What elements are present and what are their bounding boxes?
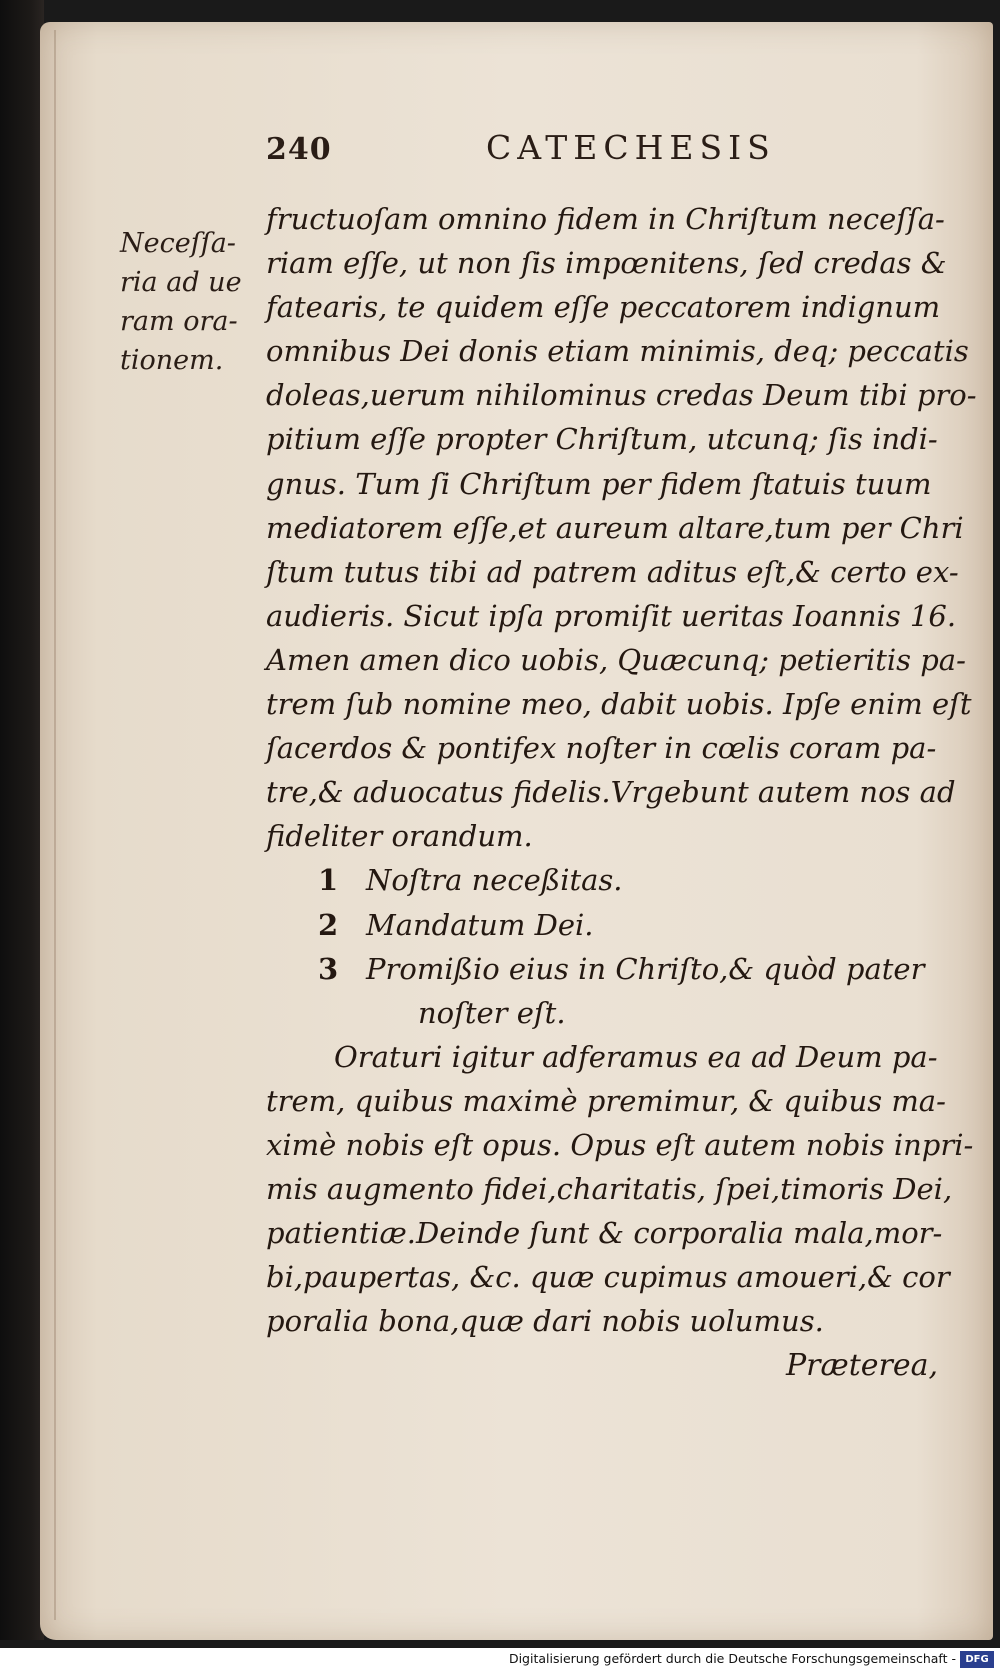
text-line: trem, quibus maximè premimur, & quibus ma- [266,1083,946,1118]
catchword: Præterea, [786,1348,939,1383]
footer-credit: Digitalisierung gefördert durch die Deutsche Forschungsgemeinschaft - [508,1651,956,1666]
digitization-footer [0,1648,1000,1672]
enumeration-number: 2 [318,907,339,942]
margin-note-line: Neceſſa- [120,228,236,259]
enumeration-item [266,858,956,902]
text-line: poralia bona,quæ dari nobis uolumus. [266,1304,824,1339]
book-binding-shadow [0,0,44,1640]
enumeration-number: 1 [318,863,339,898]
running-head: CATECHESIS [486,128,776,167]
text-line: trem ſub nomine meo, dabit uobis. Ipſe enim eſt [266,687,972,722]
text-line: Oraturi igitur adferamus ea ad Deum pa- [334,1039,938,1074]
enumeration-item [266,947,956,991]
text-line: Amen amen dico uobis, Quæcunq; petieritis pa- [266,642,966,677]
text-line: tre,& aduocatus fidelis.Vrgebunt autem nos ad [266,775,956,810]
text-line: patientiæ.Deinde ſunt & corporalia mala,mor- [266,1216,943,1251]
body-text [266,197,977,1343]
text-line: riam eſſe, ut non ſis impœnitens, ſed credas & [266,246,947,281]
text-line: doleas,uerum nihilominus credas Deum tibi pro- [266,378,977,413]
text-line: bi,paupertas, &c. quæ cupimus amoueri,& cor [266,1260,950,1295]
enumeration-item [266,903,956,947]
text-line: pitium eſſe propter Chriſtum, utcunq; ſis indi- [266,422,938,457]
text-line: mediatorem eſſe,et aureum altare,tum per Chri [266,510,964,545]
enumeration-text: Promißio eius in Chriſto,& quòd pater [366,951,925,986]
page-header [266,128,776,178]
margin-note-line: ria ad ue [120,267,242,298]
page-number: 240 [266,132,332,167]
text-line: omnibus Dei donis etiam minimis, deq; peccatis [266,334,969,369]
dfg-logo: DFG [960,1651,994,1668]
text-line: mis augmento fidei,charitatis, ſpei,timoris Dei, [266,1172,953,1207]
margin-note-line: tionem. [120,345,224,376]
text-line: fructuoſam omnino fidem in Chriſtum neceſſa- [266,202,945,236]
text-line: ximè nobis eſt opus. Opus eſt autem nobis inpri- [266,1127,974,1162]
text-line: gnus. Tum ſi Chriſtum per fidem ſtatuis tuum [266,466,932,501]
text-line: ſtum tutus tibi ad patrem aditus eſt,& certo ex- [266,554,959,589]
text-line: fatearis, te quidem eſſe peccatorem indignum [266,290,941,325]
text-line: audieris. Sicut ipſa promiſit ueritas Ioannis 16. [266,598,957,633]
text-line: fideliter orandum. [266,819,533,854]
enumeration-continuation: noſter eſt. [418,995,566,1030]
page-edge-line [54,30,56,1620]
margin-note [120,224,260,380]
margin-note-line: ram ora- [120,306,238,337]
enumeration-text: Noſtra neceßitas. [366,863,623,898]
enumeration-number: 3 [318,951,339,986]
text-line: ſacerdos & pontifex noſter in cœlis coram pa- [266,731,937,766]
enumeration-text: Mandatum Dei. [366,907,594,942]
